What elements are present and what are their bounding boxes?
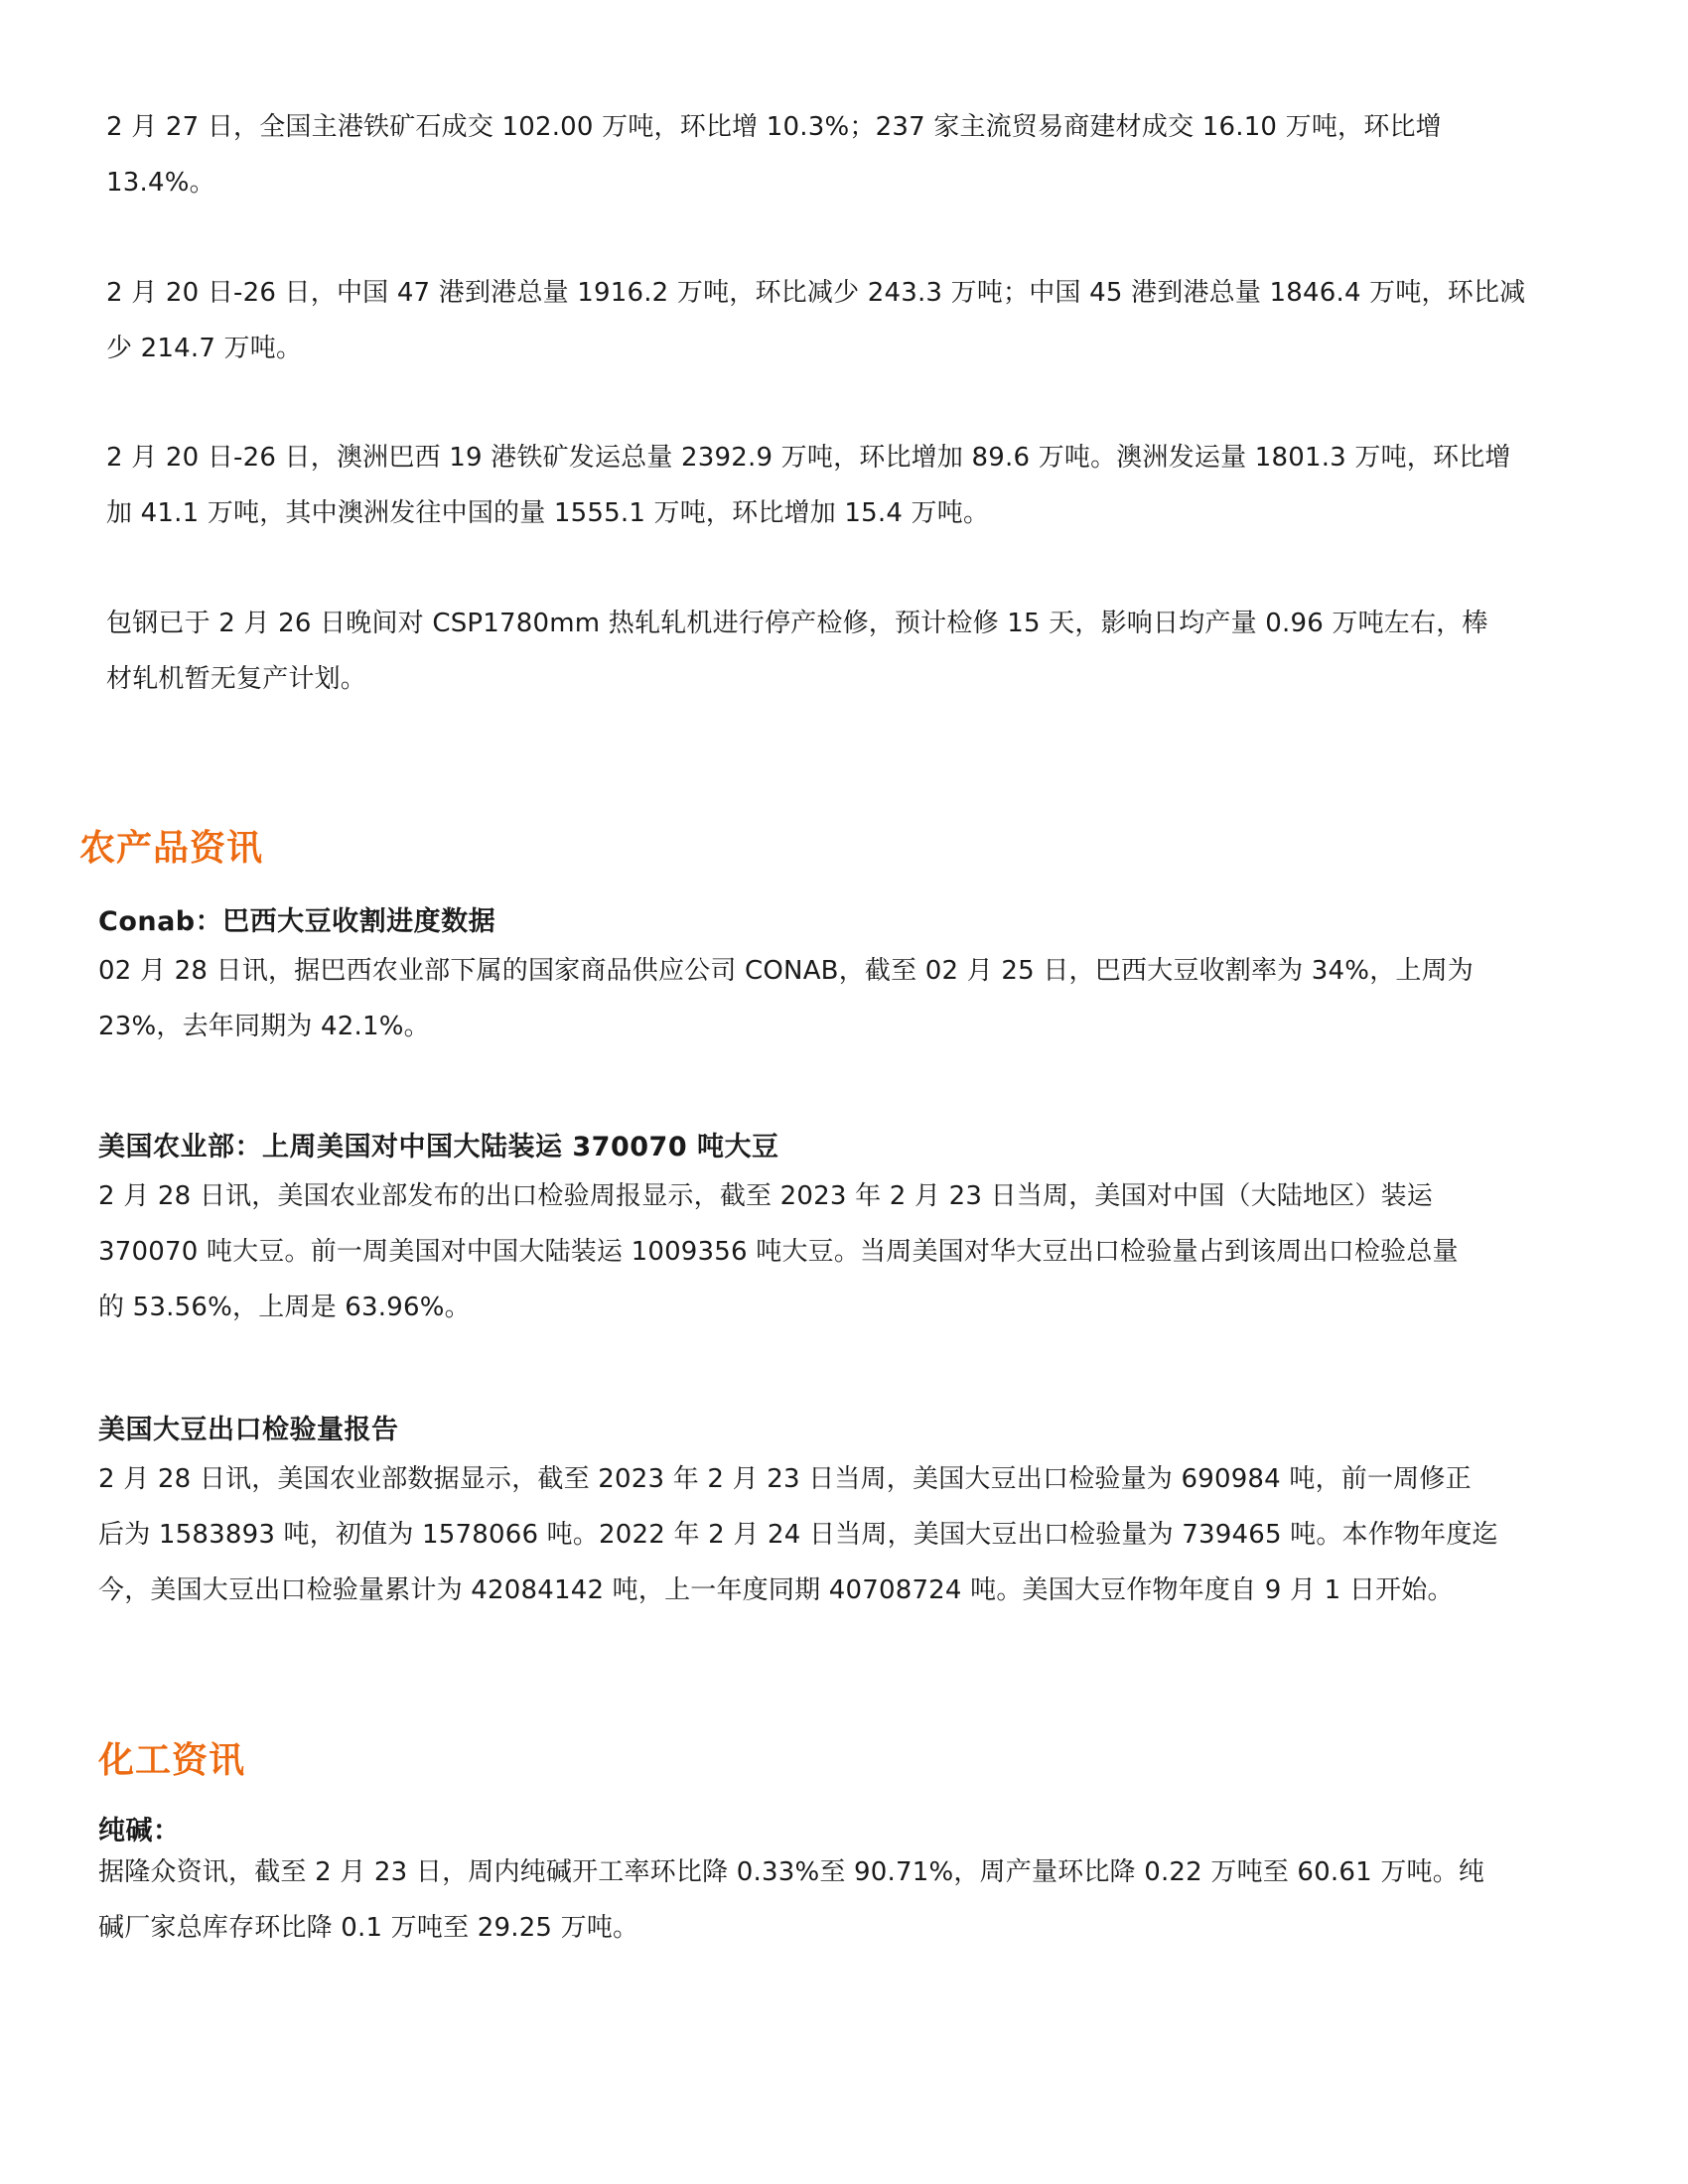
port-arrivals-paragraph bbox=[106, 265, 1525, 376]
text-line: 碱厂家总库存环比降 0.1 万吨至 29.25 万吨。 bbox=[98, 1913, 639, 1943]
text-line: 包钢已于 2 月 26 日晚间对 CSP1780mm 热轧轧机进行停产检修，预计检修 15 天，影响日均产量 0.96 万吨左右，棒 bbox=[106, 609, 1488, 638]
chem-section-heading: 化工资讯 bbox=[98, 1740, 246, 1781]
us-soy-inspection-title: 美国大豆出口检验量报告 bbox=[98, 1415, 399, 1445]
text-line: 今，美国大豆出口检验量累计为 42084142 吨，上一年度同期 40708724 吨。美国大豆作物年度自 9 月 1 日开始。 bbox=[98, 1575, 1454, 1605]
text-line: 02 月 28 日讯，据巴西农业部下属的国家商品供应公司 CONAB，截至 02 月 25 日，巴西大豆收割率为 34%，上周为 bbox=[98, 956, 1474, 986]
text-line: 2 月 28 日讯，美国农业部发布的出口检验周报显示，截至 2023 年 2 月 23 日当周，美国对中国（大陆地区）装运 bbox=[98, 1181, 1434, 1211]
baogang-maintenance-paragraph bbox=[106, 596, 1488, 707]
text-line: 材轧机暂无复产计划。 bbox=[106, 664, 367, 694]
agri-section-heading: 农产品资讯 bbox=[79, 828, 264, 869]
conab-news-title: Conab：巴西大豆收割进度数据 bbox=[98, 906, 496, 937]
us-soy-inspection-body bbox=[98, 1451, 1498, 1618]
text-line: 2 月 20 日-26 日，中国 47 港到港总量 1916.2 万吨，环比减少 243.3 万吨；中国 45 港到港总量 1846.4 万吨，环比减 bbox=[106, 278, 1526, 308]
text-line: 后为 1583893 吨，初值为 1578066 吨。2022 年 2 月 24 日当周，美国大豆出口检验量为 739465 吨。本作物年度迄 bbox=[98, 1520, 1498, 1550]
usda-shipment-body bbox=[98, 1168, 1459, 1335]
text-line: 2 月 27 日，全国主港铁矿石成交 102.00 万吨，环比增 10.3%；237 家主流贸易商建材成交 16.10 万吨，环比增 bbox=[106, 112, 1442, 142]
text-line: 13.4%。 bbox=[106, 168, 215, 198]
text-line: 2 月 28 日讯，美国农业部数据显示，截至 2023 年 2 月 23 日当周，美国大豆出口检验量为 690984 吨，前一周修正 bbox=[98, 1464, 1472, 1494]
usda-shipment-title: 美国农业部：上周美国对中国大陆装运 370070 吨大豆 bbox=[98, 1132, 779, 1162]
text-line: 据隆众资讯，截至 2 月 23 日，周内纯碱开工率环比降 0.33%至 90.71%，周产量环比降 0.22 万吨至 60.61 万吨。纯 bbox=[98, 1857, 1485, 1887]
shipments-paragraph bbox=[106, 430, 1511, 541]
text-line: 加 41.1 万吨，其中澳洲发往中国的量 1555.1 万吨，环比增加 15.4 万吨。 bbox=[106, 498, 990, 528]
soda-ash-title: 纯碱： bbox=[98, 1816, 181, 1846]
conab-news-body bbox=[98, 943, 1474, 1054]
text-line: 的 53.56%，上周是 63.96%。 bbox=[98, 1293, 471, 1322]
text-line: 370070 吨大豆。前一周美国对中国大陆装运 1009356 吨大豆。当周美国对华大豆出口检验量占到该周出口检验总量 bbox=[98, 1237, 1459, 1267]
text-line: 23%，去年同期为 42.1%。 bbox=[98, 1012, 430, 1041]
text-line: 2 月 20 日-26 日，澳洲巴西 19 港铁矿发运总量 2392.9 万吨，环比增加 89.6 万吨。澳洲发运量 1801.3 万吨，环比增 bbox=[106, 443, 1511, 473]
text-line: 少 214.7 万吨。 bbox=[106, 334, 303, 363]
soda-ash-body bbox=[98, 1844, 1484, 1956]
iron-ore-trade-paragraph bbox=[106, 99, 1442, 210]
